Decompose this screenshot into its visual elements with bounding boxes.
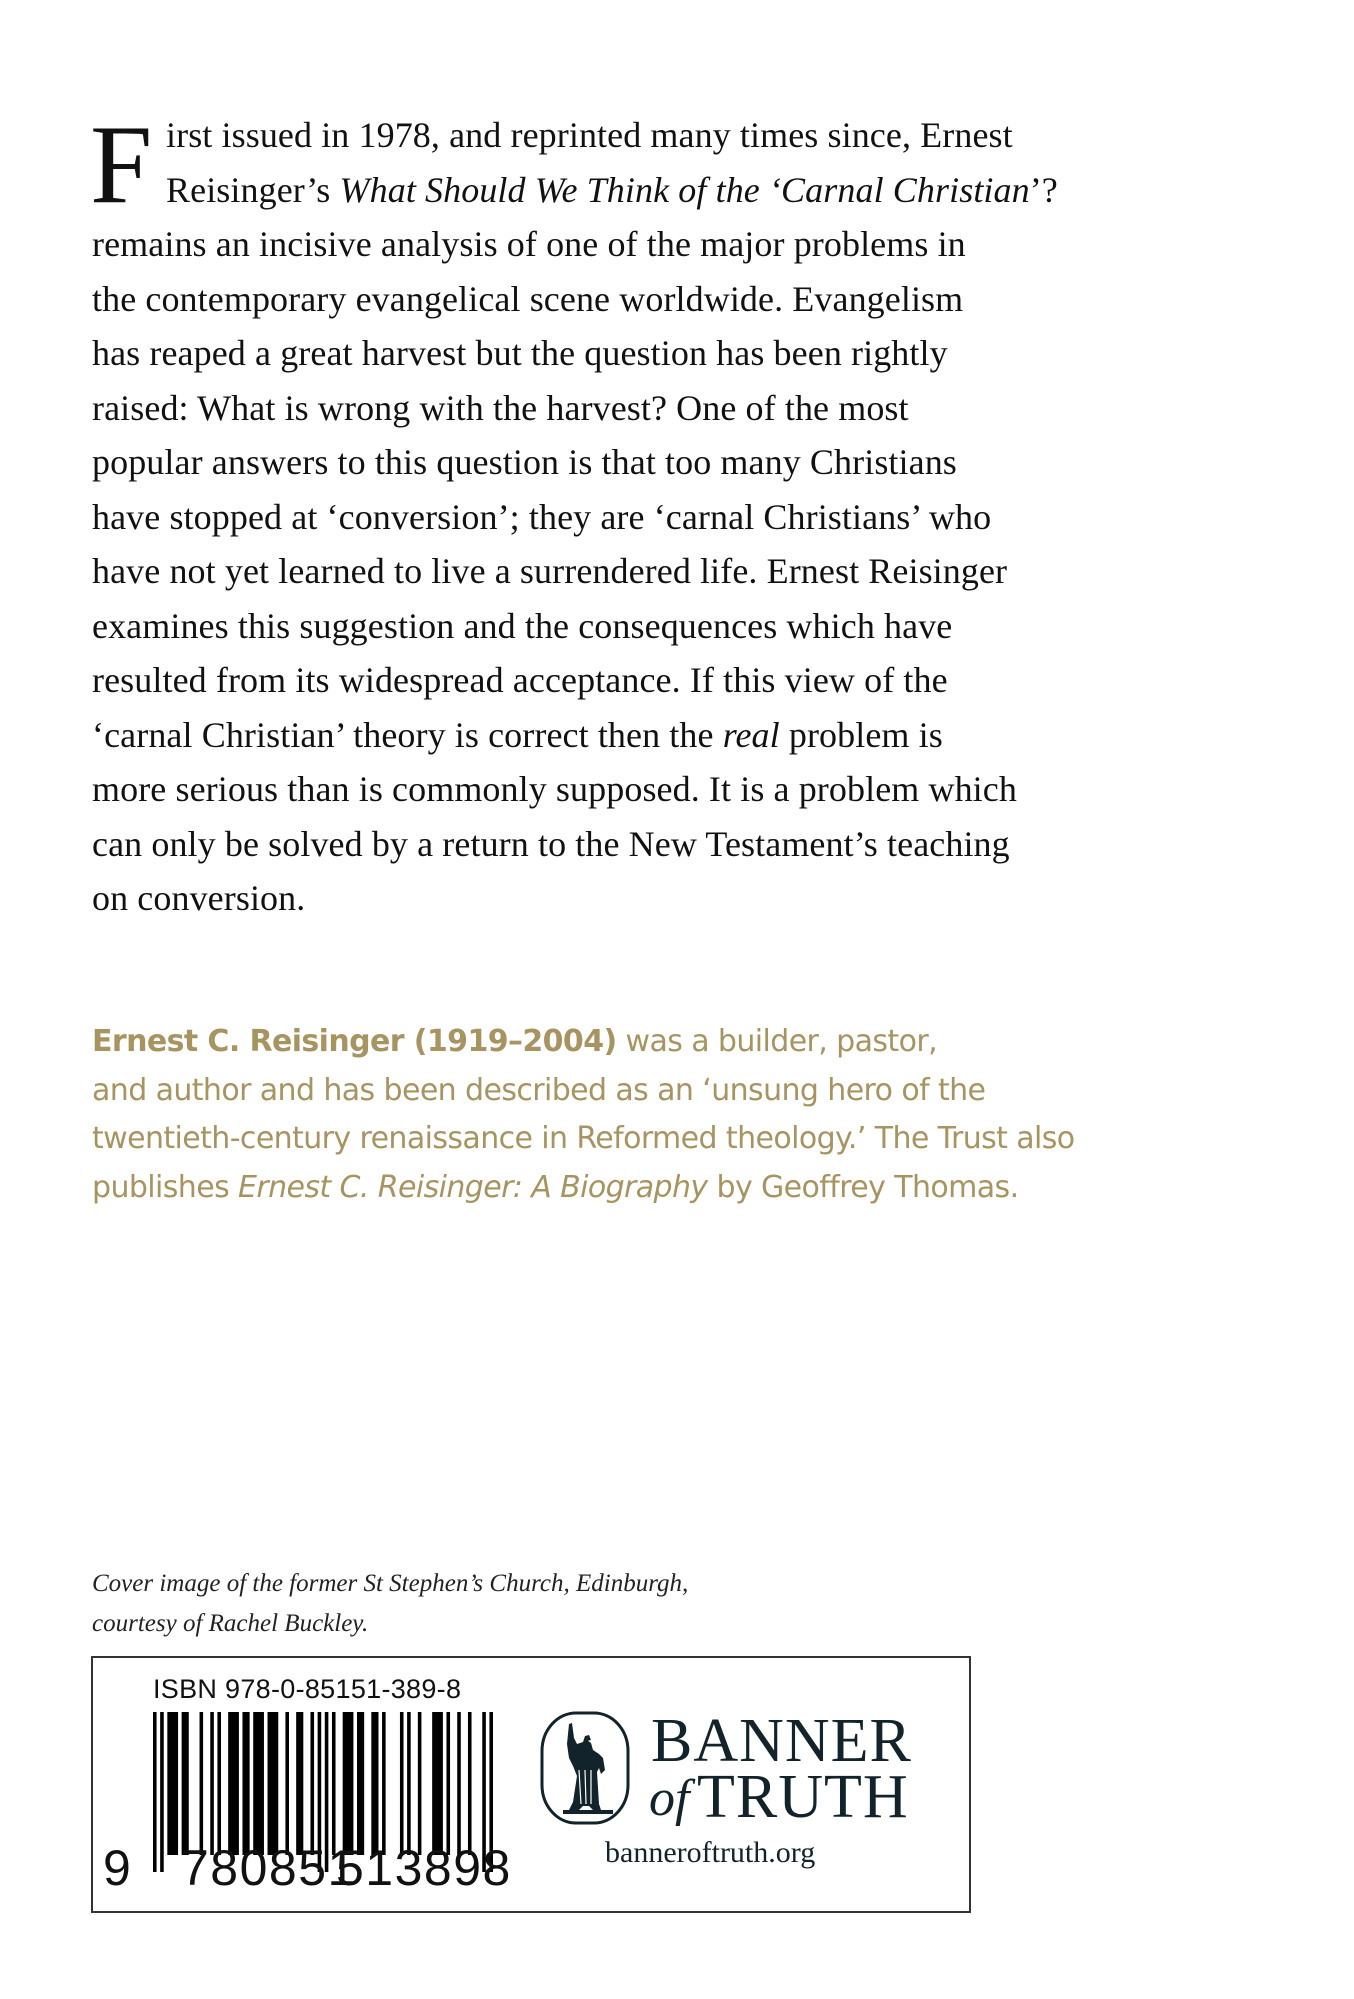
author-name: Ernest C. Reisinger (1919–2004) — [92, 1024, 617, 1059]
blurb-line: resulted from its widespread acceptance. If this view of the — [92, 660, 948, 700]
barcode-bar — [210, 1712, 214, 1855]
bio-line: and author and has been described as an ‘unsung hero of the — [92, 1072, 986, 1108]
bio-line: Ernest C. Reisinger (1919–2004) was a builder, pastor, — [92, 1024, 938, 1059]
barcode-digits-left: 780851 — [181, 1840, 357, 1896]
barcode-bar — [371, 1712, 378, 1855]
blurb-line: have not yet learned to live a surrendered life. Ernest Reisinger — [92, 551, 1008, 591]
barcode-bar — [468, 1712, 472, 1855]
caption-line: courtesy of Rachel Buckley. — [92, 1610, 369, 1637]
isbn-label: ISBN 978-0-85151-389-8 — [153, 1674, 462, 1704]
publisher-name-of: of — [649, 1770, 690, 1827]
author-bio-text — [92, 1018, 1092, 1212]
blurb-line: remains an incisive analysis of one of the major problems in — [92, 224, 966, 264]
blurb-line: on conversion. — [92, 878, 306, 918]
barcode-bar — [457, 1712, 461, 1855]
blurb-line: have stopped at ‘conversion’; they are ‘carnal Christians’ who — [92, 496, 992, 537]
publisher-logo — [539, 1707, 939, 1900]
barcode-guard-bar — [160, 1712, 164, 1872]
blurb-line: Reisinger’s What Should We Think of the ‘Carnal Christian’? — [166, 169, 1058, 210]
barcode-bar — [407, 1712, 411, 1855]
barcode-bar — [446, 1712, 450, 1855]
barcode-bar — [418, 1712, 422, 1855]
bio-line: twentieth-century renaissance in Reformed theology.’ The Trust also — [92, 1121, 1075, 1156]
blurb-line: raised: What is wrong with the harvest? One of the most — [92, 387, 909, 428]
barcode-bar — [268, 1712, 279, 1855]
blurb-line: the contemporary evangelical scene worldwide. Evangelism — [92, 278, 964, 319]
author-bio — [92, 1018, 1092, 1212]
barcode-bar — [432, 1712, 443, 1855]
barcode-bar — [332, 1712, 336, 1855]
barcode-digit-first: 9 — [103, 1840, 131, 1896]
barcode-bar — [253, 1712, 264, 1855]
barcode-digits-right: 513898 — [336, 1840, 512, 1896]
blurb-line: examines this suggestion and the consequences which have — [92, 605, 953, 646]
barcode-bar — [310, 1712, 314, 1855]
bio-line: publishes Ernest C. Reisinger: A Biography by Geoffrey Thomas. — [92, 1169, 1019, 1205]
caption-line: Cover image of the former St Stephen’s Church, Edinburgh, — [92, 1570, 689, 1597]
blurb-line: can only be solved by a return to the New Testament’s teaching — [92, 823, 1010, 864]
preacher-emblem-icon — [539, 1710, 631, 1826]
barcode-bar — [217, 1712, 221, 1855]
barcode-bar — [382, 1712, 386, 1855]
drop-cap: F — [90, 103, 153, 227]
barcode-bar — [343, 1712, 354, 1855]
barcode-bar — [400, 1712, 404, 1855]
barcode-bar — [228, 1712, 239, 1855]
cover-image-credit — [92, 1564, 688, 1644]
barcode-bar — [167, 1712, 178, 1855]
barcode-bar — [285, 1712, 289, 1855]
barcode-bar — [242, 1712, 249, 1855]
blurb-line: ‘carnal Christian’ theory is correct then the real problem is — [92, 714, 943, 755]
isbn-publisher-box — [91, 1656, 971, 1913]
publisher-name-banner: BANNER — [651, 1707, 912, 1775]
italic-title: real — [722, 714, 780, 755]
italic-title: What Should We Think of the ‘Carnal Christian — [339, 169, 1030, 210]
barcode-bar — [357, 1712, 364, 1855]
blurb-line: irst issued in 1978, and reprinted many times since, Ernest — [166, 115, 1013, 155]
barcode-bar — [182, 1712, 189, 1855]
blurb-line: has reaped a great harvest but the question has been rightly — [92, 333, 948, 373]
barcode-guard-bar — [153, 1712, 157, 1872]
italic-title: Ernest C. Reisinger: A Biography — [238, 1169, 708, 1205]
blurb-line: popular answers to this question is that too many Christians — [92, 442, 957, 482]
publisher-url[interactable]: banneroftruth.org — [605, 1836, 816, 1869]
barcode-bar — [200, 1712, 204, 1855]
book-blurb — [90, 103, 1212, 926]
barcode-bar — [296, 1712, 303, 1855]
blurb-line: more serious than is commonly supposed. It is a problem which — [92, 769, 1017, 809]
publisher-name-truth: TRUTH — [697, 1763, 909, 1831]
blurb-text — [90, 103, 1212, 926]
